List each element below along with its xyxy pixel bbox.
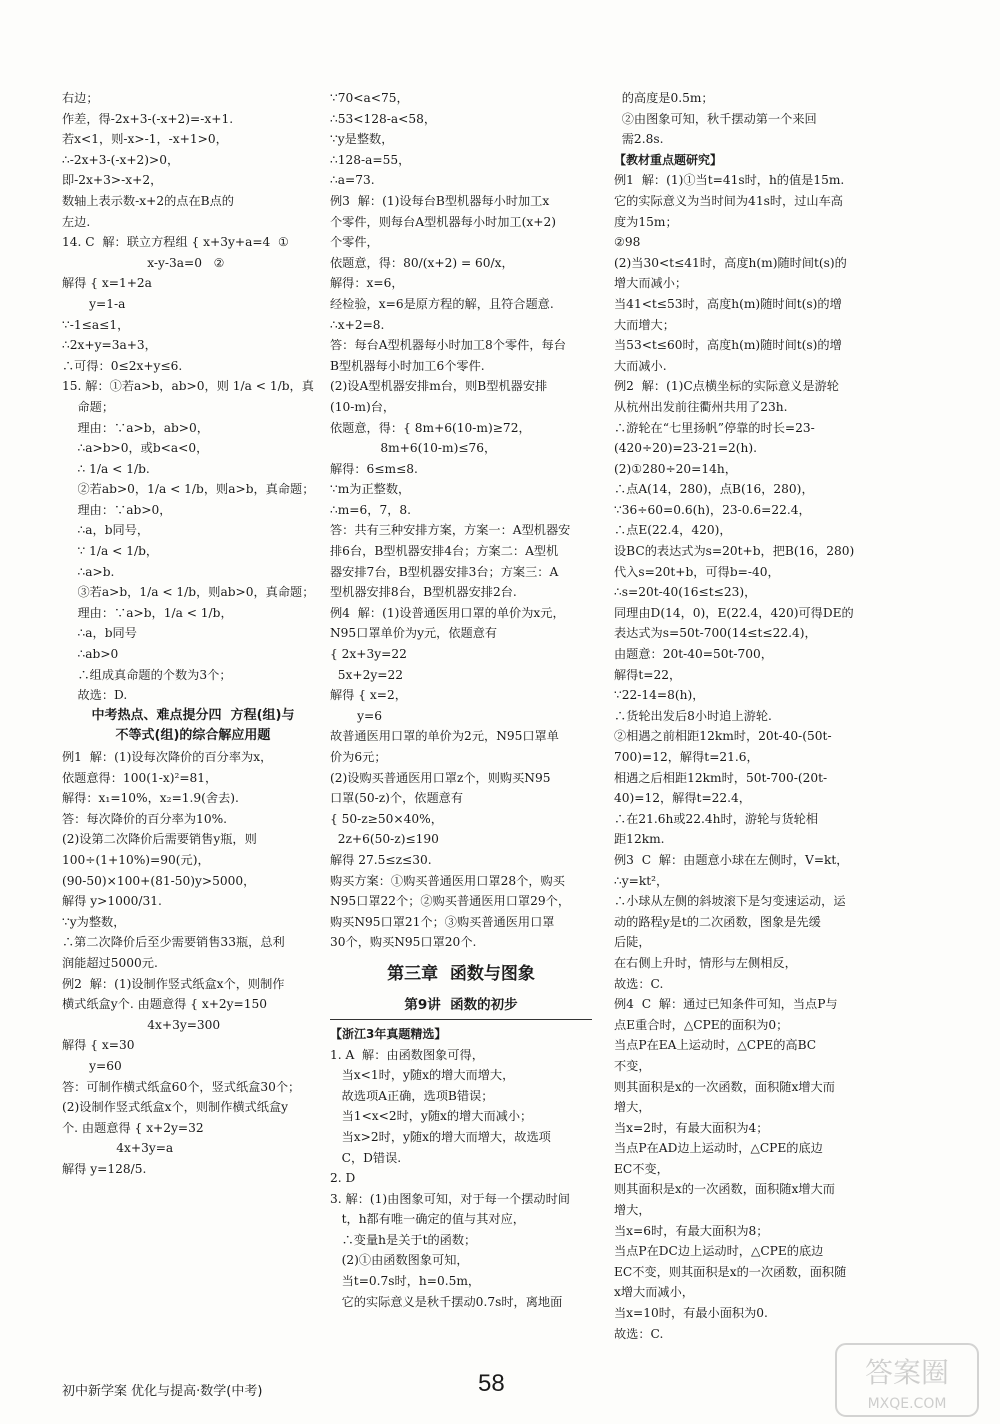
- col2-line: 例4 解：(1)设普通医用口罩的单价为x元，: [330, 605, 565, 620]
- col3-line: ∴游轮在“七里扬帆”停靠的时长=23-: [614, 420, 815, 435]
- col3-line: (2)当30<t≤41时，高度h(m)随时间t(s)的: [614, 255, 847, 270]
- col1-line: 故选：D.: [62, 688, 128, 703]
- col3-line: 例4 C 解：通过已知条件可知，当点P与: [614, 997, 838, 1012]
- col3-line: 的高度是0.5m；: [614, 91, 714, 105]
- col2-line: 5x+2y=22: [330, 667, 403, 682]
- col1-line: ∵y为整数，: [62, 914, 126, 929]
- col1-line: 100÷(1+10%)=90(元)，: [62, 852, 210, 867]
- col3-line: 在右侧上升时，情形与左侧相反，: [614, 955, 797, 970]
- col3-line: EC不变，则其面积是x的一次函数，面积随: [614, 1264, 847, 1279]
- col2-line: ∴m=6，7，8.: [330, 502, 412, 517]
- watermark-text-en: MXQE.COM: [867, 1396, 947, 1412]
- col1-line: 理由：∵a>b，ab>0，: [62, 420, 209, 435]
- col2-line: 型机器安排8台，B型机器安排2台.: [330, 585, 517, 600]
- col3-line: 当x=2时，有最大面积为4；: [614, 1120, 769, 1135]
- col1-line: 4x+3y=300: [62, 1017, 221, 1032]
- col2-line: ∵70<a<75，: [330, 91, 409, 105]
- col3-line: 则其面积是x的一次函数，面积随x增大而: [614, 1182, 835, 1197]
- col3-line: ∴点E(22.4，420)，: [614, 523, 732, 538]
- col3-line: 当x=10时，有最小面积为0.: [614, 1306, 768, 1321]
- col1-line: 解得：x₁=10%，x₂=1.9(舍去).: [62, 791, 239, 806]
- col2-line: N95口罩单价为y元，依题意有: [330, 626, 498, 641]
- col3-line: ②98: [614, 235, 641, 250]
- col1-line: y=1-a: [62, 296, 126, 311]
- col2-line: 依题意，得：80/(x+2) = 60/x，: [330, 255, 514, 270]
- col3-line: 增大而减小；: [614, 276, 688, 291]
- col1-line: 解得 { x=30: [62, 1038, 135, 1053]
- col3-line: 则其面积是x的一次函数，面积随x增大而: [614, 1079, 835, 1094]
- col3-line: 动的路程y是t的二次函数，图象是先缓: [614, 914, 821, 929]
- col1-line: 中考热点、难点提分四 方程(组)与: [91, 707, 295, 723]
- col3-line: (420÷20)=23-21=2(h).: [614, 441, 758, 456]
- col3-line: 度为15m；: [614, 214, 678, 229]
- col1-line: y=60: [62, 1058, 122, 1073]
- col1-line: ∴a>b.: [62, 564, 115, 579]
- col3-line: 当点P在EA上运动时，△CPE的高BC: [614, 1038, 817, 1053]
- col1-line: ∵-1≤a≤1，: [62, 317, 130, 332]
- col1-line: ∵ 1/a < 1/b，: [62, 544, 159, 559]
- col3-line: 例2 解：(1)C点横坐标的实际意义是游轮: [614, 379, 839, 394]
- col3-line: 700)=12，解得t=21.6，: [614, 750, 759, 764]
- col1-line: 润能超过5000元.: [62, 955, 158, 970]
- col3-line: 大而减小.: [614, 358, 667, 373]
- col1-line: ∴a，b同号，: [62, 523, 150, 538]
- col2-line: 例3 解：(1)设每台B型机器每小时加工x: [330, 193, 550, 208]
- col3-line: 大而增大；: [614, 317, 675, 332]
- col3-line: 【教材重点题研究】: [614, 152, 723, 167]
- col1-line: 例1 解：(1)设每次降价的百分率为x，: [62, 750, 273, 764]
- col3-line: ∴s=20t-40(16≤t≤23)，: [614, 585, 757, 600]
- col2-line: (2)①由函数图象可知，: [330, 1253, 469, 1268]
- col2-line: N95口罩22个；②购买普通医用口罩29个，: [330, 894, 571, 909]
- col1-line: ∴-2x+3-(-x+2)>0，: [62, 152, 180, 167]
- col2-line: 1. A 解：由函数图象可得，: [330, 1047, 484, 1062]
- col3-line: 故选：C.: [614, 976, 664, 991]
- col2-line: 购买方案：①购买普通医用口罩28个，购买: [330, 873, 565, 888]
- col2-line: ∵m为正整数，: [330, 482, 411, 497]
- col1-line: 答：可制作横式纸盒60个，竖式纸盒30个；: [62, 1079, 301, 1094]
- col3-line: 解得t=22，: [614, 667, 682, 682]
- col1-line: ∴2x+y=3a+3，: [62, 338, 157, 353]
- col2-line: 第9讲 函数的初步: [330, 991, 592, 1020]
- col2-line: C，D错误.: [330, 1150, 402, 1165]
- col1-line: ∴a，b同号: [62, 626, 137, 641]
- footer-book-title: 初中新学案 优化与提高·数学(中考): [62, 1384, 263, 1399]
- col2-line: 3. 解：(1)由图象可知，对于每一个摆动时间: [330, 1191, 570, 1206]
- col3-line: ∵22-14=8(h)，: [614, 688, 705, 703]
- page-number: 58: [478, 1370, 505, 1397]
- col1-line: ③若a>b，1/a < 1/b，则ab>0，真命题；: [62, 585, 315, 600]
- col1-line: 答：每次降价的百分率为10%.: [62, 811, 228, 826]
- column-right: [614, 88, 882, 1344]
- col1-line: 横式纸盒y个. 由题意得 { x+2y=150: [62, 997, 268, 1012]
- col2-line: 依题意，得：{ 8m+6(10-m)≥72，: [330, 420, 531, 435]
- col2-line: 解得 27.5≤z≤30.: [330, 852, 432, 867]
- col1-line: 不等式(组)的综合解应用题: [115, 728, 271, 744]
- col2-line: 2. D: [330, 1171, 356, 1186]
- col1-line: 理由：∵ab>0，: [62, 502, 172, 517]
- col1-line: 作差，得-2x+3-(-x+2)=-x+1.: [62, 111, 234, 126]
- col3-line: 它的实际意义为当时间为41s时，过山车高: [614, 193, 843, 208]
- col1-line: 解得 { x=1+2a: [62, 276, 152, 291]
- col2-line: 经检验，x=6是原方程的解，且符合题意.: [330, 296, 554, 311]
- col1-line: 15. 解：①若a>b，ab>0，则 1/a < 1/b，真: [62, 379, 314, 394]
- col2-line: 排6台，B型机器安排4台；方案二：A型机: [330, 544, 559, 559]
- col1-line: 依题意得：100(1-x)²=81，: [62, 770, 218, 785]
- col3-line: ∴y=kt²，: [614, 873, 669, 888]
- col2-line: 购买N95口罩21个；③购买普通医用口罩: [330, 914, 555, 929]
- col3-line: 当点P在AD边上运动时，△CPE的底边: [614, 1141, 823, 1156]
- col2-line: ∴变量h是关于t的函数；: [330, 1232, 477, 1247]
- col2-line: 当x>2时，y随x的增大而增大，故选项: [330, 1129, 551, 1144]
- col1-line: 解得 y>1000/31.: [62, 894, 162, 909]
- col2-line: 答：每台A型机器每小时加工8个零件，每台: [330, 338, 566, 353]
- col2-line: 答：共有三种安排方案，方案一：A型机器安: [330, 523, 571, 538]
- col1-line: 例2 解：(1)设制作竖式纸盒x个，则制作: [62, 976, 285, 991]
- col2-line: ∴128-a=55，: [330, 152, 411, 167]
- col3-line: ②相遇之前相距12km时，20t-40-(50t-: [614, 729, 832, 744]
- col1-line: 解得 y=128/5.: [62, 1161, 147, 1176]
- col2-line: t，h都有唯一确定的值与其对应，: [330, 1212, 525, 1227]
- column-left: [62, 88, 324, 1179]
- col3-line: 例1 解：(1)①当t=41s时，h的值是15m.: [614, 173, 845, 188]
- col3-line: 增大，: [614, 1203, 651, 1218]
- col2-line: 30个，购买N95口罩20个.: [330, 935, 477, 950]
- col2-line: B型机器每小时加工6个零件.: [330, 358, 485, 373]
- col2-line: 当x<1时，y随x的增大而增大，: [330, 1068, 515, 1083]
- col3-line: 例3 C 解：由题意小球在左侧时，V=kt，: [614, 852, 849, 867]
- col3-line: 点E重合时，△CPE的面积为0；: [614, 1017, 789, 1032]
- col3-line: 故选：C.: [614, 1326, 664, 1341]
- col2-line: 器安排7台，B型机器安排3台；方案三：A: [330, 564, 559, 579]
- col1-line: (2)设制作竖式纸盒x个，则制作横式纸盒y: [62, 1100, 289, 1115]
- col2-line: 它的实际意义是秋千摆动0.7s时，离地面: [330, 1294, 563, 1309]
- col1-line: 即-2x+3>-x+2，: [62, 173, 163, 188]
- col2-line: 8m+6(10-m)≤76，: [330, 441, 497, 456]
- watermark-text-cn: 答案圈: [864, 1356, 950, 1389]
- col3-line: ∴小球从左侧的斜坡滚下是匀变速运动，运: [614, 894, 846, 909]
- col3-line: 设BC的表达式为s=20t+b，把B(16，280): [614, 544, 855, 559]
- col2-line: 第三章 函数与图象: [387, 963, 535, 984]
- col2-line: (2)设A型机器安排m台，则B型机器安排: [330, 379, 548, 394]
- col3-line: 40)=12，解得t=22.4，: [614, 791, 751, 806]
- col2-line: 个零件，: [330, 235, 379, 250]
- col1-line: ∴a>b>0，或b<a<0，: [62, 441, 209, 456]
- col3-line: ∴点A(14，280)，点B(16，280)，: [614, 482, 814, 497]
- col2-line: (2)设购买普通医用口罩z个，则购买N95: [330, 770, 551, 785]
- col1-line: 左边.: [62, 214, 91, 229]
- col3-line: x增大而减小，: [614, 1285, 694, 1300]
- col2-line: 口罩(50-z)个，依题意有: [330, 791, 464, 806]
- col2-line: 2z+6(50-z)≤190: [330, 832, 439, 847]
- col3-line: 后陡，: [614, 935, 651, 950]
- col2-line: ∴a=73.: [330, 173, 375, 188]
- col1-line: 理由：∵a>b，1/a < 1/b，: [62, 605, 233, 620]
- col2-line: 【浙江3年真题精选】: [330, 1026, 447, 1041]
- col1-line: x-y-3a=0 ②: [62, 255, 225, 270]
- col1-line: 右边；: [62, 91, 99, 105]
- col1-line: 14. C 解：联立方程组 { x+3y+a=4 ①: [62, 235, 289, 250]
- col1-line: 命题；: [62, 399, 115, 414]
- col2-line: 个零件，则每台A型机器每小时加工(x+2): [330, 214, 556, 229]
- watermark-logo: [832, 1340, 982, 1420]
- col1-line: ∴ 1/a < 1/b.: [62, 461, 150, 476]
- col3-line: 当x=6时，有最大面积为8；: [614, 1223, 769, 1238]
- col3-line: ②由图象可知，秋千摆动第一个来回: [614, 111, 817, 126]
- column-middle: [330, 88, 592, 1312]
- col2-line: { 2x+3y=22: [330, 647, 407, 662]
- col3-line: 从杭州出发前往衢州共用了23h.: [614, 399, 788, 414]
- col3-line: 代入s=20t+b，可得b=-40，: [614, 564, 780, 579]
- col2-line: 故选项A正确，选项B错误；: [330, 1088, 494, 1103]
- col2-line: ∵y是整数，: [330, 132, 394, 147]
- col3-line: EC不变，: [614, 1161, 669, 1176]
- col2-line: 解得：x=6，: [330, 276, 404, 291]
- col2-line: ∴x+2=8.: [330, 317, 385, 332]
- col3-line: 增大，: [614, 1100, 651, 1115]
- col2-line: { 50-z≥50×40%，: [330, 811, 443, 826]
- col3-line: ∵36÷60=0.6(h)，23-0.6=22.4，: [614, 502, 811, 517]
- col3-line: 距12km.: [614, 832, 665, 847]
- col3-line: 表达式为s=50t-700(14≤t≤22.4)，: [614, 626, 817, 641]
- col1-line: 4x+3y=a: [62, 1141, 174, 1156]
- col1-line: ∴组成真命题的个数为3个；: [62, 667, 232, 682]
- col2-line: 故普通医用口罩的单价为2元，N95口罩单: [330, 729, 559, 744]
- col3-line: (2)①280÷20=14h，: [614, 461, 737, 476]
- col2-line: 解得 { x=2，: [330, 688, 407, 703]
- col2-line: (10-m)台，: [330, 399, 396, 414]
- col2-line: 当t=0.7s时，h=0.5m，: [330, 1274, 481, 1289]
- col3-line: 当41<t≤53时，高度h(m)随时间t(s)的增: [614, 296, 842, 311]
- col3-line: 当53<t≤60时，高度h(m)随时间t(s)的增: [614, 338, 842, 353]
- col3-line: 同理由D(14，0)，E(22.4，420)可得DE的: [614, 605, 854, 620]
- col1-line: ∴ab>0: [62, 647, 119, 662]
- col1-line: 个. 由题意得 { x+2y=32: [62, 1120, 204, 1135]
- col3-line: 相遇之后相距12km时，50t-700-(20t-: [614, 770, 828, 785]
- col1-line: 若x<1，则-x>-1，-x+1>0，: [62, 132, 228, 147]
- col3-line: 需2.8s.: [614, 132, 664, 147]
- col1-line: ∴可得：0≤2x+y≤6.: [62, 358, 183, 373]
- col3-line: 当点P在DC边上运动时，△CPE的底边: [614, 1244, 824, 1259]
- col2-line: ∴53<128-a<58，: [330, 111, 437, 126]
- col3-line: 不变，: [614, 1058, 651, 1073]
- col2-line: 当1<x<2时，y随x的增大而减小；: [330, 1109, 533, 1124]
- col1-line: (2)设第二次降价后需要销售y瓶，则: [62, 832, 257, 847]
- col1-line: ∴第二次降价后至少需要销售33瓶，总利: [62, 935, 285, 950]
- col2-line: 价为6元；: [330, 750, 387, 764]
- col2-line: y=6: [330, 708, 382, 723]
- col1-line: 数轴上表示数-x+2的点在B点的: [62, 193, 234, 208]
- col1-line: ②若ab>0，1/a < 1/b，则a>b，真命题；: [62, 482, 315, 497]
- col3-line: 由题意：20t-40=50t-700，: [614, 647, 773, 662]
- col3-line: ∴在21.6h或22.4h时，游轮与货轮相: [614, 811, 819, 826]
- col2-line: 解得：6≤m≤8.: [330, 461, 418, 476]
- col1-line: (90-50)×100+(81-50)y>5000，: [62, 873, 256, 888]
- col3-line: ∴货轮出发后8小时追上游轮.: [614, 708, 772, 723]
